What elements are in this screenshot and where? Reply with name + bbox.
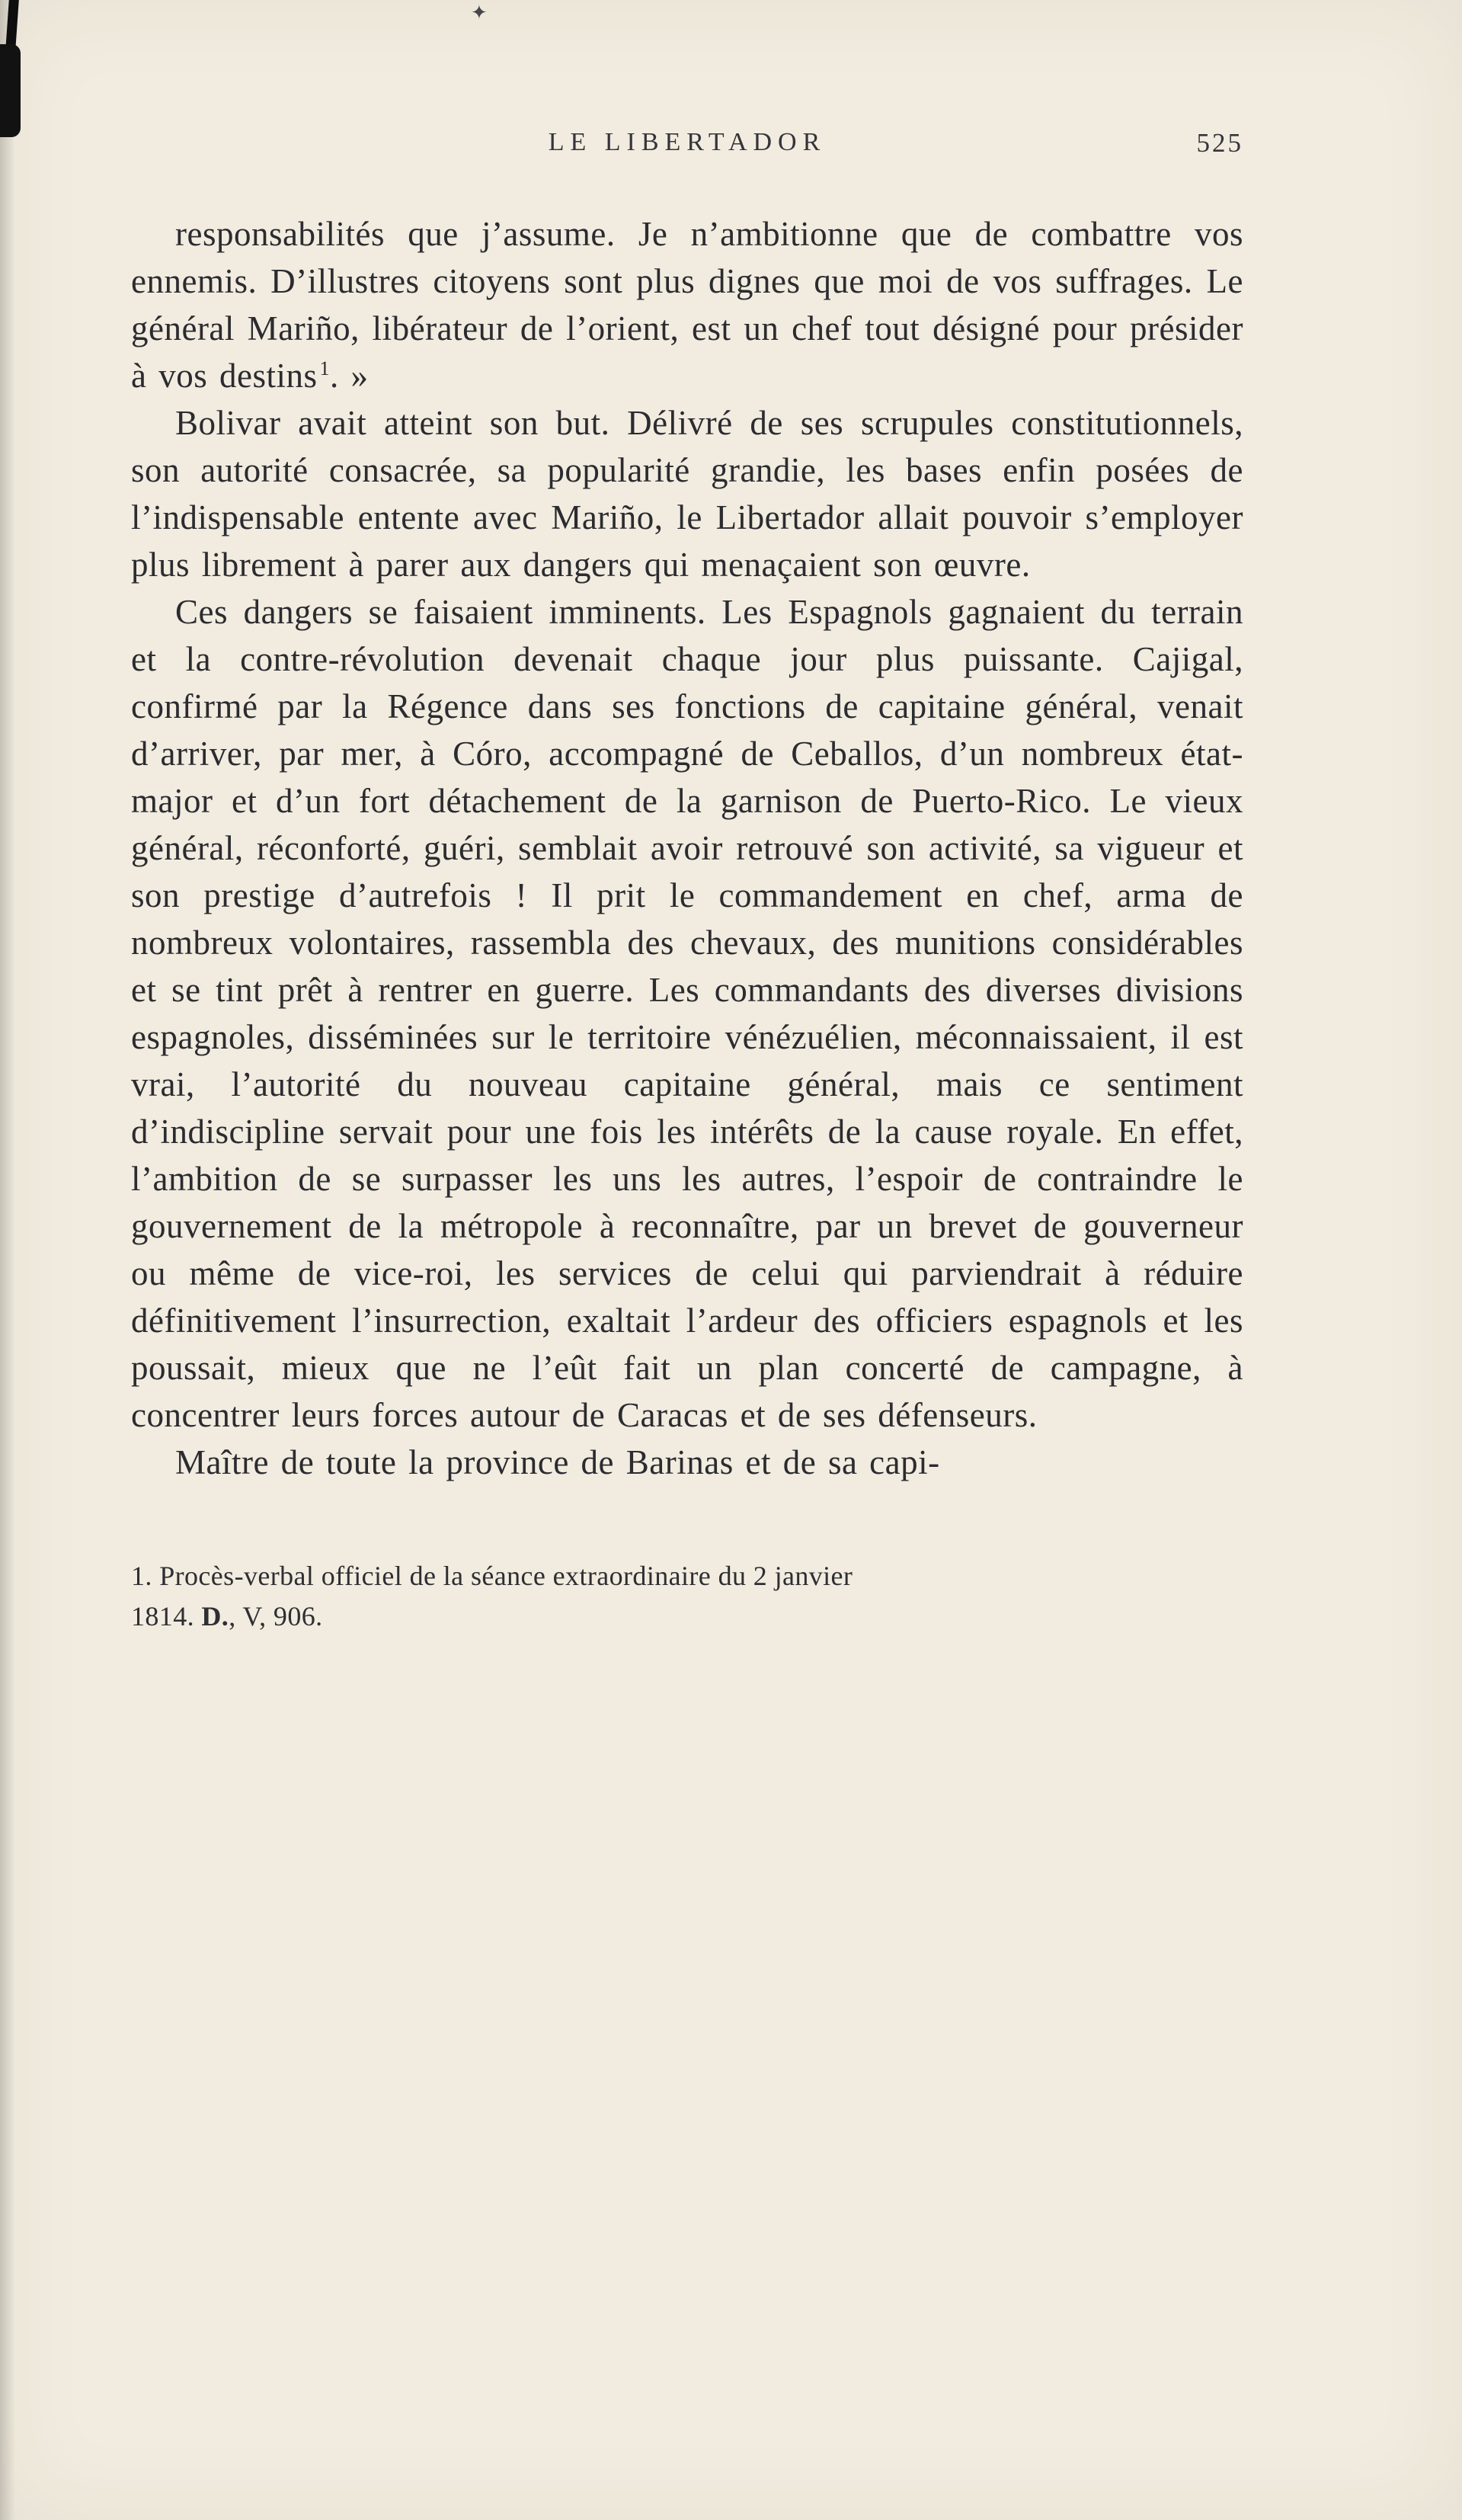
scan-artifact-icon (0, 44, 21, 137)
text-block (131, 128, 1243, 1637)
ink-mark-icon: ✦ (471, 2, 488, 24)
running-title: LE LIBERTADOR (548, 128, 827, 156)
footnote-text: 1814. (131, 1601, 202, 1631)
paragraph-text: responsabilités que j’assume. Je n’ambitionne que de combattre vos ennemis. D’illustres citoyens sont plus dignes que moi de vos suffrages. Le général Mariño, libérateur de l’orient, est un chef tout désigné pour présider à vos destins (131, 215, 1243, 395)
paragraph: Bolivar avait atteint son but. Délivré de ses scrupules constitutionnels, son autorité consacrée, sa popularité grandie, les bases enfin posées de l’indispensable entente avec Mariño, le Libertador allait pouvoir s’employer plus librement à parer aux dangers qui menaçaient son œuvre. (131, 404, 1243, 584)
footnote-line: 1. Procès-verbal officiel de la séance extraordinaire du 2 janvier (131, 1561, 853, 1591)
paragraph: Maître de toute la province de Barinas et de sa capi- (175, 1443, 940, 1481)
paragraph-text: . » (330, 357, 369, 395)
page-number: 525 (1196, 128, 1243, 158)
footnote-text: , V, 906. (229, 1601, 323, 1631)
running-header (131, 128, 1243, 162)
footnote (131, 1556, 1243, 1637)
body-text (131, 210, 1243, 1486)
footnote-reference: 1 (319, 357, 330, 379)
paragraph: Ces dangers se faisaient imminents. Les Espagnols gagnaient du terrain et la contre-révolution devenait chaque jour plus puissante. Cajigal, confirmé par la Régence dans ses fonctions de capitaine général, venait d’arriver, par mer, à Córo, accompagné de Ceballos, d’un nombreux état-major et d’un fort détachement de la garnison de Puerto-Rico. Le vieux général, réconforté, guéri, semblait avoir retrouvé son activité, sa vigueur et son prestige d’autrefois ! Il prit le commandement en chef, arma de nombreux volontaires, rassembla des chevaux, des munitions considérables et se tint prêt à rentrer en guerre. Les commandants des diverses divisions espagnoles, disséminées sur le territoire vénézuélien, méconnaissaient, il est vrai, l’autorité du nouveau capitaine général, mais ce sentiment d’indiscipline servait pour une fois les intérêts de la cause royale. En effet, l’ambition de se surpasser les uns les autres, l’espoir de contraindre le gouvernement de la métropole à reconnaître, par un brevet de gouverneur ou même de vice-roi, les services de celui qui parviendrait à réduire définitivement l’insurrection, exaltait l’ardeur des officiers espagnols et les poussait, mieux que ne l’eût fait un plan concerté de campagne, à concentrer leurs forces autour de Caracas et de ses défenseurs. (131, 593, 1243, 1434)
paragraph-quote-end (131, 210, 1243, 399)
footnote-source-abbrev: D. (201, 1601, 229, 1631)
footnote-line (131, 1596, 1243, 1637)
